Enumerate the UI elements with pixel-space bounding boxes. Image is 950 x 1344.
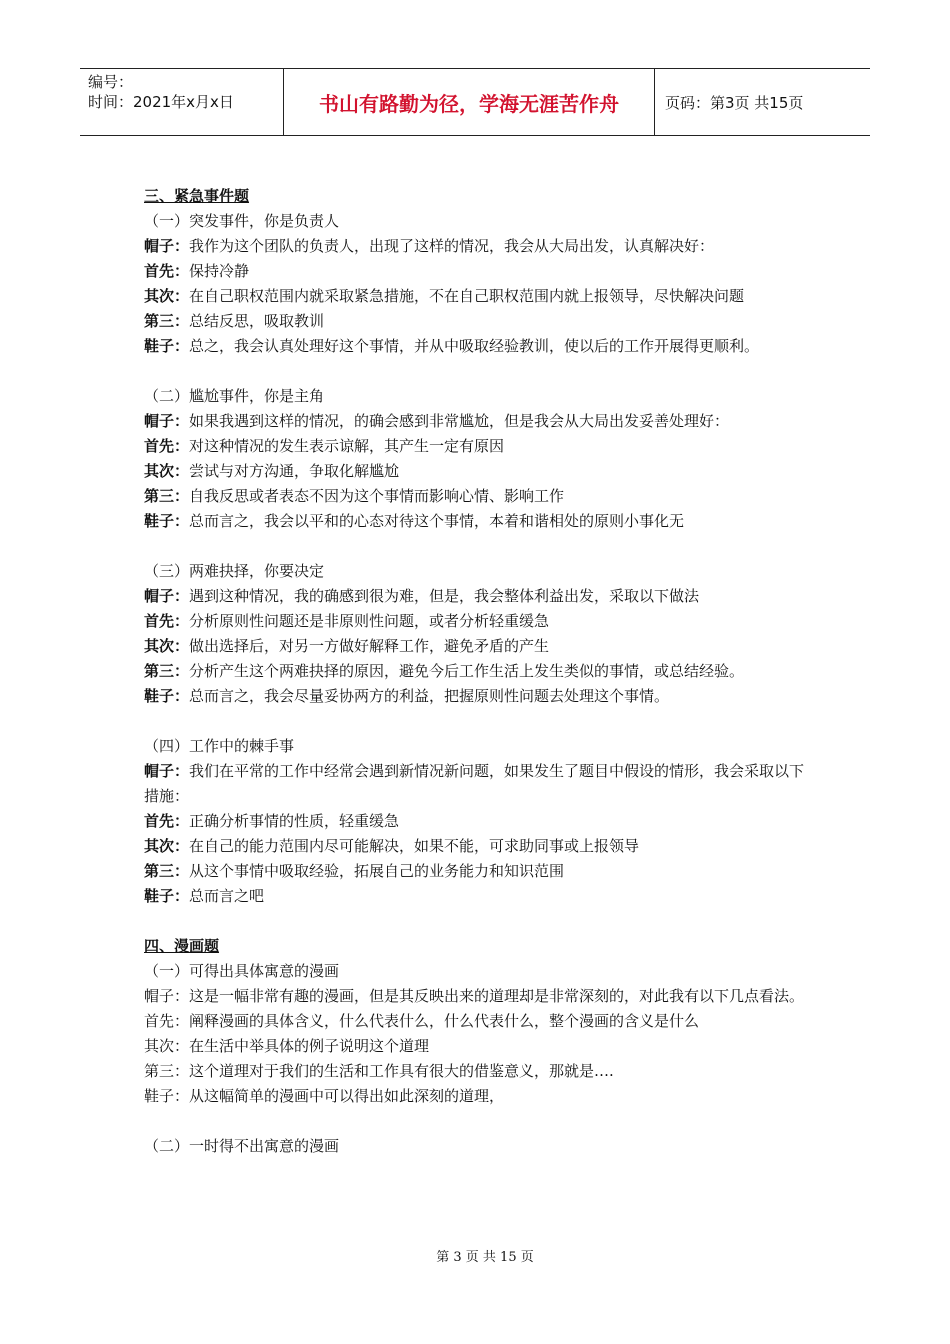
answer-line xyxy=(144,409,814,434)
keyword: 其次： xyxy=(144,837,190,855)
answer-line xyxy=(144,259,814,284)
spacer xyxy=(144,1109,814,1134)
answer-text: 做出选择后，对另一方做好解释工作，避免矛盾的产生 xyxy=(189,637,550,655)
answer-line: 首先：阐释漫画的具体含义，什么代表什么，什么代表什么，整个漫画的含义是什么 xyxy=(144,1012,700,1030)
section-title: 三、紧急事件题 xyxy=(144,187,250,205)
subsection-heading: （二）一时得不出寓意的漫画 xyxy=(144,1137,340,1155)
spacer xyxy=(144,359,814,384)
keyword: 鞋子： xyxy=(144,687,190,705)
subsection-heading: （一）突发事件，你是负责人 xyxy=(144,212,340,230)
header-page-info: 页码：第3页 共15页 xyxy=(665,93,804,112)
answer-text: 如果我遇到这样的情况，的确会感到非常尴尬，但是我会从大局出发妥善处理好： xyxy=(189,412,730,430)
keyword: 首先： xyxy=(144,612,190,630)
keyword: 第三： xyxy=(144,312,190,330)
answer-text: 总结反思，吸取教训 xyxy=(189,312,325,330)
answer-text: 保持冷静 xyxy=(189,262,250,280)
answer-line xyxy=(144,684,814,709)
answer-text: 分析产生这个两难抉择的原因，避免今后工作生活上发生类似的事情，或总结经验。 xyxy=(189,662,745,680)
answer-line: 帽子：这是一幅非常有趣的漫画，但是其反映出来的道理却是非常深刻的，对此我有以下几点看法。 xyxy=(144,987,805,1005)
answer-line xyxy=(144,809,814,834)
keyword: 帽子： xyxy=(144,412,190,430)
answer-text: 自我反思或者表态不因为这个事情而影响心情、影响工作 xyxy=(189,487,565,505)
keyword: 第三： xyxy=(144,662,190,680)
document-date: 时间：2021年x月x日 xyxy=(88,93,234,111)
answer-line: 其次：在生活中举具体的例子说明这个道理 xyxy=(144,1037,430,1055)
answer-text: 总之，我会认真处理好这个事情，并从中吸取经验教训，使以后的工作开展得更顺利。 xyxy=(189,337,760,355)
answer-line xyxy=(144,334,814,359)
answer-line: 第三：这个道理对于我们的生活和工作具有很大的借鉴意义，那就是…. xyxy=(144,1062,614,1080)
answer-text: 对这种情况的发生表示谅解，其产生一定有原因 xyxy=(189,437,505,455)
answer-text: 分析原则性问题还是非原则性问题，或者分析轻重缓急 xyxy=(189,612,550,630)
answer-line: 鞋子：从这幅简单的漫画中可以得出如此深刻的道理， xyxy=(144,1087,505,1105)
keyword: 首先： xyxy=(144,437,190,455)
answer-line xyxy=(144,309,814,334)
answer-line xyxy=(144,634,814,659)
answer-text: 遇到这种情况，我的确感到很为难，但是，我会整体利益出发，采取以下做法 xyxy=(189,587,700,605)
header-motto: 书山有路勤为径，学海无涯苦作舟 xyxy=(283,69,655,135)
keyword: 首先： xyxy=(144,262,190,280)
keyword: 首先： xyxy=(144,812,190,830)
answer-line xyxy=(144,584,814,609)
spacer xyxy=(144,709,814,734)
answer-text: 在自己职权范围内就采取紧急措施，不在自己职权范围内就上报领导，尽快解决问题 xyxy=(189,287,745,305)
answer-text: 尝试与对方沟通，争取化解尴尬 xyxy=(189,462,400,480)
answer-text: 正确分析事情的性质，轻重缓急 xyxy=(189,812,400,830)
subsection-heading: （四）工作中的棘手事 xyxy=(144,737,295,755)
answer-line xyxy=(144,609,814,634)
answer-line xyxy=(144,284,814,309)
answer-line xyxy=(144,759,814,809)
document-body xyxy=(144,184,814,1159)
keyword: 鞋子： xyxy=(144,512,190,530)
keyword: 其次： xyxy=(144,462,190,480)
answer-text: 从这个事情中吸取经验，拓展自己的业务能力和知识范围 xyxy=(189,862,565,880)
page-header xyxy=(80,68,870,136)
keyword: 其次： xyxy=(144,637,190,655)
subsection-heading: （三）两难抉择，你要决定 xyxy=(144,562,325,580)
answer-line xyxy=(144,884,814,909)
subsection-heading: （二）尴尬事件，你是主角 xyxy=(144,387,325,405)
document-number-label: 编号： xyxy=(88,73,134,91)
answer-line xyxy=(144,234,814,259)
answer-text: 我们在平常的工作中经常会遇到新情况新问题，如果发生了题目中假设的情形，我会采取以下措施： xyxy=(144,762,805,805)
answer-line xyxy=(144,484,814,509)
keyword: 鞋子： xyxy=(144,887,190,905)
keyword: 第三： xyxy=(144,862,190,880)
spacer xyxy=(144,909,814,934)
answer-line xyxy=(144,434,814,459)
header-meta xyxy=(80,69,283,135)
section-title: 四、漫画题 xyxy=(144,937,220,955)
keyword: 第三： xyxy=(144,487,190,505)
page-footer: 第 3 页 共 15 页 xyxy=(436,1250,534,1265)
keyword: 其次： xyxy=(144,287,190,305)
answer-line xyxy=(144,509,814,534)
keyword: 帽子： xyxy=(144,587,190,605)
subsection-heading: （一）可得出具体寓意的漫画 xyxy=(144,962,340,980)
keyword: 帽子： xyxy=(144,237,190,255)
answer-text: 总而言之，我会尽量妥协两方的利益，把握原则性问题去处理这个事情。 xyxy=(189,687,670,705)
answer-text: 在自己的能力范围内尽可能解决，如果不能，可求助同事或上报领导 xyxy=(189,837,640,855)
answer-text: 总而言之吧 xyxy=(189,887,265,905)
answer-line xyxy=(144,834,814,859)
answer-text: 总而言之，我会以平和的心态对待这个事情，本着和谐相处的原则小事化无 xyxy=(189,512,685,530)
answer-text: 我作为这个团队的负责人，出现了这样的情况，我会从大局出发，认真解决好： xyxy=(189,237,715,255)
answer-line xyxy=(144,659,814,684)
answer-line xyxy=(144,459,814,484)
answer-line xyxy=(144,859,814,884)
keyword: 鞋子： xyxy=(144,337,190,355)
keyword: 帽子： xyxy=(144,762,190,780)
spacer xyxy=(144,534,814,559)
